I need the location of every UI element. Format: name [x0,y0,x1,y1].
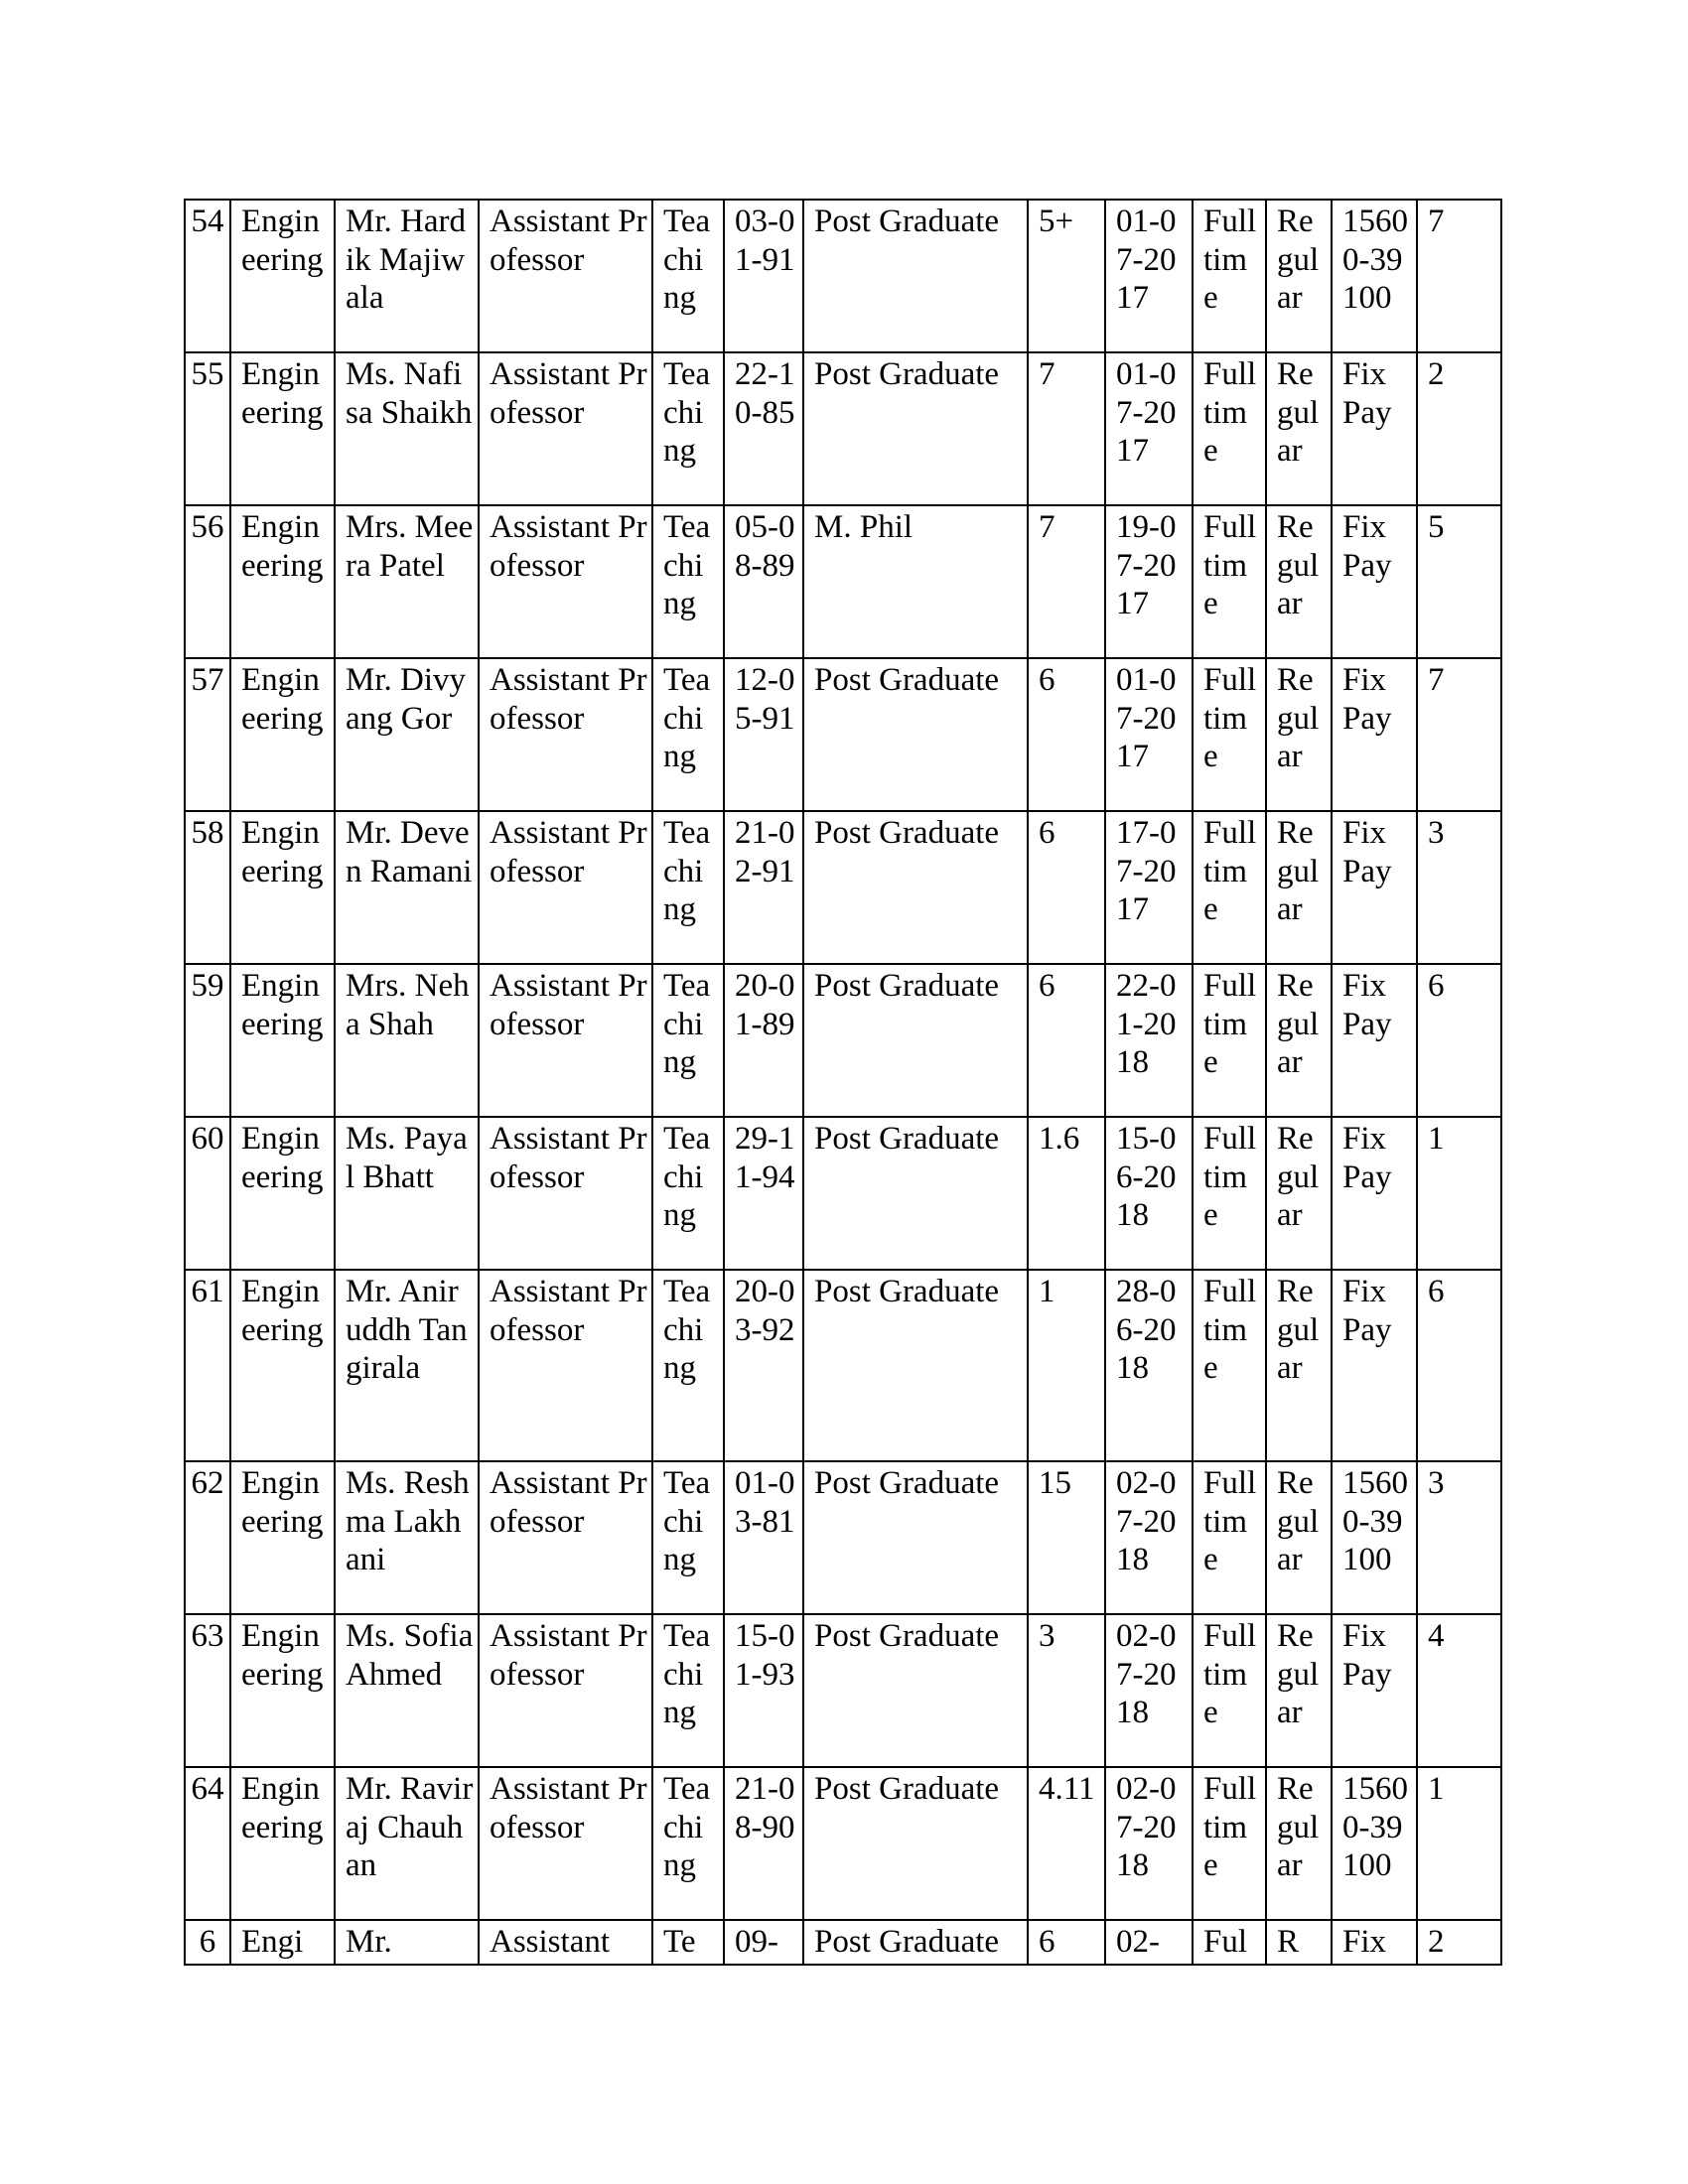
appointment-nature-cell: Full time [1193,811,1266,964]
table-row [185,1767,1501,1920]
staff-name-cell: Mrs. Meera Patel [335,505,479,658]
joining-date-cell: 17-07-2017 [1105,811,1193,964]
joining-date-cell: 01-07-2017 [1105,200,1193,352]
staff-type-cell: Teaching [652,1614,724,1767]
serial-number-cell: 59 [185,964,230,1117]
staff-type-cell: Teaching [652,964,724,1117]
date-of-birth-cell: 21-02-91 [724,811,803,964]
appointment-status-cell: Regular [1266,811,1332,964]
count-cell: 1 [1417,1117,1501,1270]
table-row [185,505,1501,658]
qualification-cell: Post Graduate [803,811,1028,964]
date-of-birth-cell: 01-03-81 [724,1461,803,1614]
qualification-cell: Post Graduate [803,1270,1028,1461]
experience-cell: 6 [1028,811,1105,964]
pay-scale-cell: 15600-39100 [1332,200,1417,352]
serial-number-cell: 6 [185,1920,230,1965]
staff-name-cell: Ms. Payal Bhatt [335,1117,479,1270]
appointment-status-cell: R [1266,1920,1332,1965]
department-cell: Engineering [230,505,335,658]
joining-date-cell: 02-07-2018 [1105,1461,1193,1614]
joining-date-cell: 22-01-2018 [1105,964,1193,1117]
pay-scale-cell: Fix [1332,1920,1417,1965]
qualification-cell: Post Graduate [803,1117,1028,1270]
pay-scale-cell: Fix Pay [1332,352,1417,505]
table-body [185,200,1501,1965]
qualification-cell: Post Graduate [803,1461,1028,1614]
appointment-nature-cell: Full time [1193,505,1266,658]
staff-type-cell: Teaching [652,200,724,352]
department-cell: Engineering [230,658,335,811]
qualification-cell: Post Graduate [803,964,1028,1117]
department-cell: Engineering [230,1117,335,1270]
pay-scale-cell: Fix Pay [1332,964,1417,1117]
staff-name-cell: Ms. Sofia Ahmed [335,1614,479,1767]
pay-scale-cell: Fix Pay [1332,811,1417,964]
department-cell: Engineering [230,964,335,1117]
experience-cell: 7 [1028,505,1105,658]
designation-cell: Assistant Professor [479,505,652,658]
appointment-status-cell: Regular [1266,352,1332,505]
appointment-status-cell: Regular [1266,505,1332,658]
joining-date-cell: 02- [1105,1920,1193,1965]
department-cell: Engineering [230,1270,335,1461]
date-of-birth-cell: 03-01-91 [724,200,803,352]
experience-cell: 6 [1028,964,1105,1117]
pay-scale-cell: Fix Pay [1332,505,1417,658]
staff-type-cell: Teaching [652,1117,724,1270]
qualification-cell: Post Graduate [803,1920,1028,1965]
table-row [185,200,1501,352]
staff-name-cell: Mr. Aniruddh Tangirala [335,1270,479,1461]
count-cell: 7 [1417,200,1501,352]
department-cell: Engineering [230,1614,335,1767]
staff-type-cell: Teaching [652,1767,724,1920]
table-row [185,1461,1501,1614]
staff-type-cell: Teaching [652,1461,724,1614]
serial-number-cell: 54 [185,200,230,352]
date-of-birth-cell: 20-01-89 [724,964,803,1117]
table-row [185,658,1501,811]
pay-scale-cell: 15600-39100 [1332,1767,1417,1920]
staff-table [184,199,1502,1966]
designation-cell: Assistant Professor [479,1614,652,1767]
joining-date-cell: 19-07-2017 [1105,505,1193,658]
experience-cell: 7 [1028,352,1105,505]
qualification-cell: Post Graduate [803,1614,1028,1767]
table-row [185,1117,1501,1270]
staff-type-cell: Teaching [652,1270,724,1461]
appointment-status-cell: Regular [1266,200,1332,352]
pay-scale-cell: 15600-39100 [1332,1461,1417,1614]
staff-name-cell: Mr. Divyang Gor [335,658,479,811]
staff-type-cell: Te [652,1920,724,1965]
staff-type-cell: Teaching [652,658,724,811]
count-cell: 7 [1417,658,1501,811]
staff-name-cell: Mr. Deven Ramani [335,811,479,964]
staff-type-cell: Teaching [652,352,724,505]
department-cell: Engineering [230,1767,335,1920]
table-row [185,811,1501,964]
table-row [185,1920,1501,1965]
designation-cell: Assistant Professor [479,1461,652,1614]
qualification-cell: Post Graduate [803,658,1028,811]
count-cell: 2 [1417,1920,1501,1965]
department-cell: Engi [230,1920,335,1965]
serial-number-cell: 64 [185,1767,230,1920]
serial-number-cell: 62 [185,1461,230,1614]
designation-cell: Assistant Professor [479,658,652,811]
appointment-status-cell: Regular [1266,1767,1332,1920]
table-row [185,964,1501,1117]
designation-cell: Assistant Professor [479,1117,652,1270]
appointment-status-cell: Regular [1266,658,1332,811]
qualification-cell: M. Phil [803,505,1028,658]
serial-number-cell: 55 [185,352,230,505]
pay-scale-cell: Fix Pay [1332,658,1417,811]
designation-cell: Assistant Professor [479,1767,652,1920]
experience-cell: 1.6 [1028,1117,1105,1270]
staff-name-cell: Mrs. Neha Shah [335,964,479,1117]
department-cell: Engineering [230,811,335,964]
designation-cell: Assistant Professor [479,352,652,505]
qualification-cell: Post Graduate [803,352,1028,505]
count-cell: 1 [1417,1767,1501,1920]
experience-cell: 4.11 [1028,1767,1105,1920]
experience-cell: 1 [1028,1270,1105,1461]
qualification-cell: Post Graduate [803,1767,1028,1920]
serial-number-cell: 61 [185,1270,230,1461]
appointment-status-cell: Regular [1266,1461,1332,1614]
appointment-nature-cell: Full time [1193,1461,1266,1614]
serial-number-cell: 63 [185,1614,230,1767]
appointment-nature-cell: Full time [1193,964,1266,1117]
date-of-birth-cell: 21-08-90 [724,1767,803,1920]
date-of-birth-cell: 05-08-89 [724,505,803,658]
count-cell: 3 [1417,1461,1501,1614]
table-row [185,1270,1501,1461]
joining-date-cell: 01-07-2017 [1105,352,1193,505]
appointment-status-cell: Regular [1266,964,1332,1117]
designation-cell: Assistant Professor [479,200,652,352]
staff-type-cell: Teaching [652,811,724,964]
experience-cell: 3 [1028,1614,1105,1767]
joining-date-cell: 28-06-2018 [1105,1270,1193,1461]
count-cell: 6 [1417,1270,1501,1461]
appointment-status-cell: Regular [1266,1614,1332,1767]
count-cell: 3 [1417,811,1501,964]
joining-date-cell: 15-06-2018 [1105,1117,1193,1270]
appointment-nature-cell: Full time [1193,1117,1266,1270]
designation-cell: Assistant [479,1920,652,1965]
staff-type-cell: Teaching [652,505,724,658]
table-row [185,352,1501,505]
joining-date-cell: 01-07-2017 [1105,658,1193,811]
date-of-birth-cell: 15-01-93 [724,1614,803,1767]
staff-name-cell: Mr. [335,1920,479,1965]
pay-scale-cell: Fix Pay [1332,1270,1417,1461]
department-cell: Engineering [230,200,335,352]
staff-name-cell: Ms. Reshma Lakhani [335,1461,479,1614]
count-cell: 6 [1417,964,1501,1117]
pay-scale-cell: Fix Pay [1332,1117,1417,1270]
appointment-nature-cell: Full time [1193,200,1266,352]
staff-name-cell: Ms. Nafisa Shaikh [335,352,479,505]
experience-cell: 6 [1028,1920,1105,1965]
designation-cell: Assistant Professor [479,964,652,1117]
experience-cell: 15 [1028,1461,1105,1614]
experience-cell: 5+ [1028,200,1105,352]
appointment-nature-cell: Full time [1193,1614,1266,1767]
serial-number-cell: 56 [185,505,230,658]
designation-cell: Assistant Professor [479,811,652,964]
serial-number-cell: 57 [185,658,230,811]
count-cell: 4 [1417,1614,1501,1767]
appointment-nature-cell: Full time [1193,1767,1266,1920]
staff-name-cell: Mr. Raviraj Chauhan [335,1767,479,1920]
staff-name-cell: Mr. Hardik Majiwala [335,200,479,352]
date-of-birth-cell: 20-03-92 [724,1270,803,1461]
experience-cell: 6 [1028,658,1105,811]
date-of-birth-cell: 09- [724,1920,803,1965]
count-cell: 2 [1417,352,1501,505]
joining-date-cell: 02-07-2018 [1105,1767,1193,1920]
designation-cell: Assistant Professor [479,1270,652,1461]
appointment-status-cell: Regular [1266,1117,1332,1270]
qualification-cell: Post Graduate [803,200,1028,352]
pay-scale-cell: Fix Pay [1332,1614,1417,1767]
date-of-birth-cell: 12-05-91 [724,658,803,811]
date-of-birth-cell: 22-10-85 [724,352,803,505]
date-of-birth-cell: 29-11-94 [724,1117,803,1270]
appointment-nature-cell: Full time [1193,352,1266,505]
department-cell: Engineering [230,352,335,505]
department-cell: Engineering [230,1461,335,1614]
serial-number-cell: 60 [185,1117,230,1270]
appointment-nature-cell: Full time [1193,658,1266,811]
joining-date-cell: 02-07-2018 [1105,1614,1193,1767]
appointment-status-cell: Regular [1266,1270,1332,1461]
appointment-nature-cell: Ful [1193,1920,1266,1965]
table-row [185,1614,1501,1767]
serial-number-cell: 58 [185,811,230,964]
appointment-nature-cell: Full time [1193,1270,1266,1461]
count-cell: 5 [1417,505,1501,658]
